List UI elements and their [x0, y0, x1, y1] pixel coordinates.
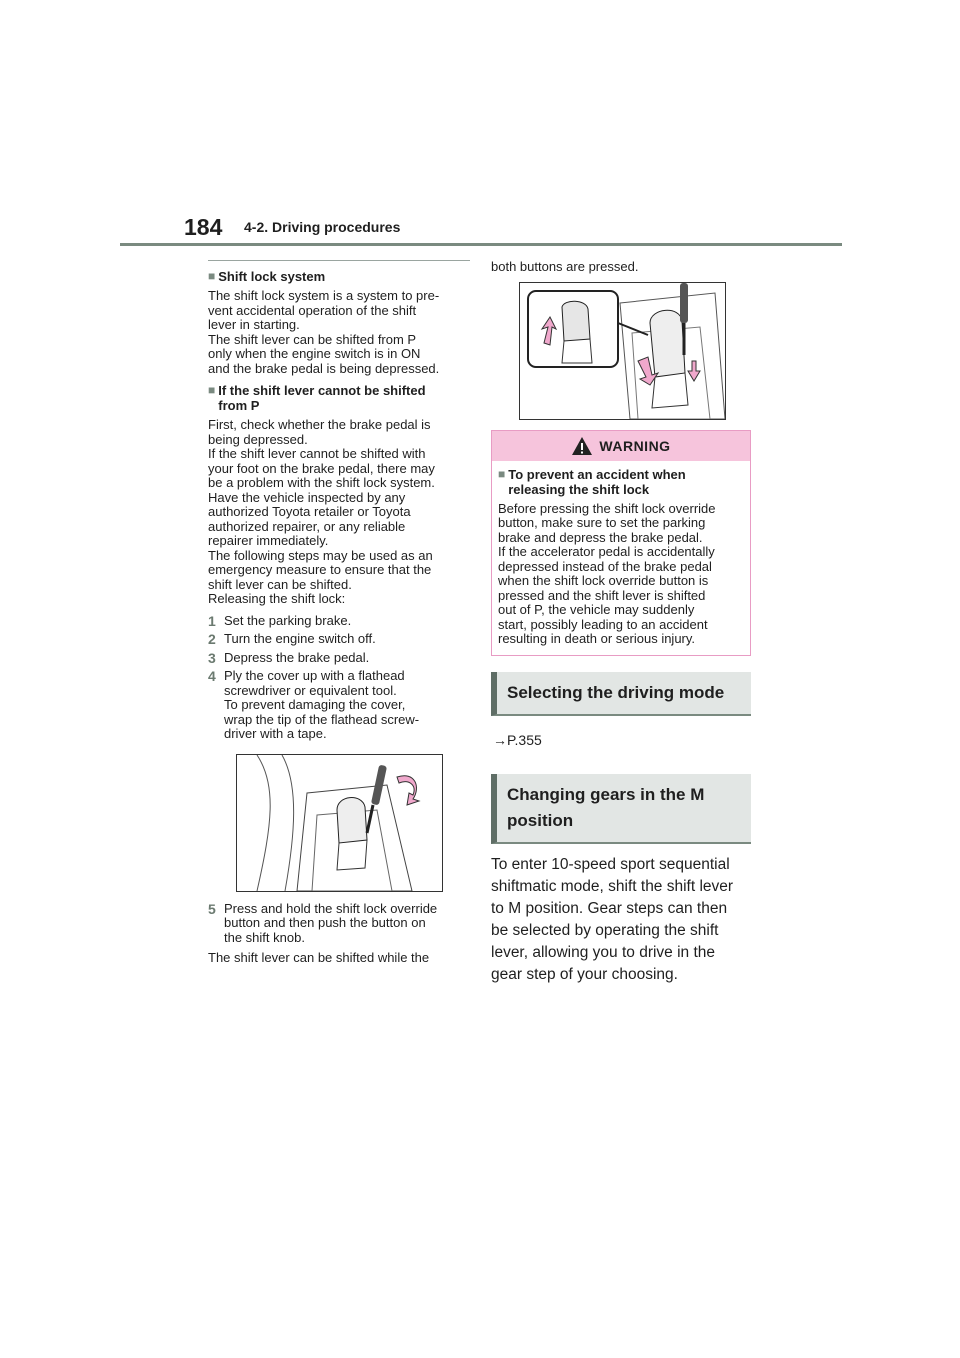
press-arrow-icon: [688, 361, 700, 381]
shift-lock-text: The shift lock system is a system to pre- vent accidental operation of the shift lever in starting. The shift lever can be shifted from P only when the engine switch is in ON and the brake pedal is being depressed.: [208, 288, 440, 376]
warning-body: [492, 461, 750, 655]
closing-text: The shift lever can be shifted while the: [208, 950, 430, 965]
right-column: [491, 260, 751, 986]
step-5: 5 Press and hold the shift lock override button and then push the button on the shift knob.: [208, 900, 438, 945]
step-2: 2 Turn the engine switch off.: [208, 631, 376, 647]
cannot-shift-text: First, check whether the brake pedal is being depressed. If the shift lever cannot be shifted with your foot on the brake pedal, there may be a problem with the shift lock system. Have the vehicle inspected by any authorized Toyota retailer or Toyota authorized repairer, or any reliable repairer immediately. The following steps may be used as an emergency measure to ensure that the shift lever can be shifted. Releasing the shift lock:: [208, 417, 435, 606]
continued-text: both buttons are pressed.: [491, 259, 639, 274]
square-bullet-icon: ■: [208, 269, 216, 283]
warning-heading: ■ To prevent an accident when releasing the shift lock: [498, 466, 686, 497]
cover-removal-illustration: [236, 754, 443, 892]
m-position-text: To enter 10-speed sport sequential shiftmatic mode, shift the shift lever to M position. Gear steps can then be selected by operating the shift lever, allowing you to drive in the gear step of your choosing.: [491, 855, 734, 983]
warning-header: [492, 431, 750, 461]
left-column: [208, 260, 470, 973]
topic-heading-m-position: Changing gears in the M position: [491, 774, 751, 844]
rotate-arrow-icon: [397, 775, 419, 804]
shift-knob-drawing: [520, 283, 725, 419]
square-bullet-icon: ■: [208, 383, 216, 397]
step-3: 3 Depress the brake pedal.: [208, 649, 370, 666]
page-number: 184: [184, 214, 223, 240]
header-divider: [120, 243, 842, 246]
topic-heading-driving-mode: Selecting the driving mode: [491, 672, 751, 716]
step-4: 4 Ply the cover up with a flathead screwdriver or equivalent tool. To prevent damaging the cover, wrap the tip of the flathead screw- driver with a tape.: [208, 668, 420, 741]
step-1: 1 Set the parking brake.: [208, 612, 352, 629]
shift-lock-heading: ■ Shift lock system: [208, 269, 326, 284]
square-bullet-icon: ■: [498, 466, 506, 481]
section-title: 4-2. Driving procedures: [244, 219, 401, 235]
warning-label: WARNING: [599, 437, 671, 454]
override-button-illustration: [519, 282, 726, 420]
shift-console-drawing: [237, 755, 442, 891]
section-divider: [208, 260, 470, 261]
warning-triangle-icon: [571, 436, 593, 456]
cannot-shift-heading: ■ If the shift lever cannot be shifted from P: [208, 383, 426, 413]
warning-box: [491, 430, 751, 656]
page-reference-link[interactable]: →P.355: [493, 731, 542, 748]
warning-text: Before pressing the shift lock override button, make sure to set the parking brake and depress the brake pedal. If the accelerator pedal is accidentally depressed instead of the brake pedal when the shift lock override button is pressed and the shift lever is shifted out of P, the vehicle may suddenly start, possibly leading to an accident resulting in death or serious injury.: [498, 500, 716, 646]
page-header: [0, 0, 960, 250]
